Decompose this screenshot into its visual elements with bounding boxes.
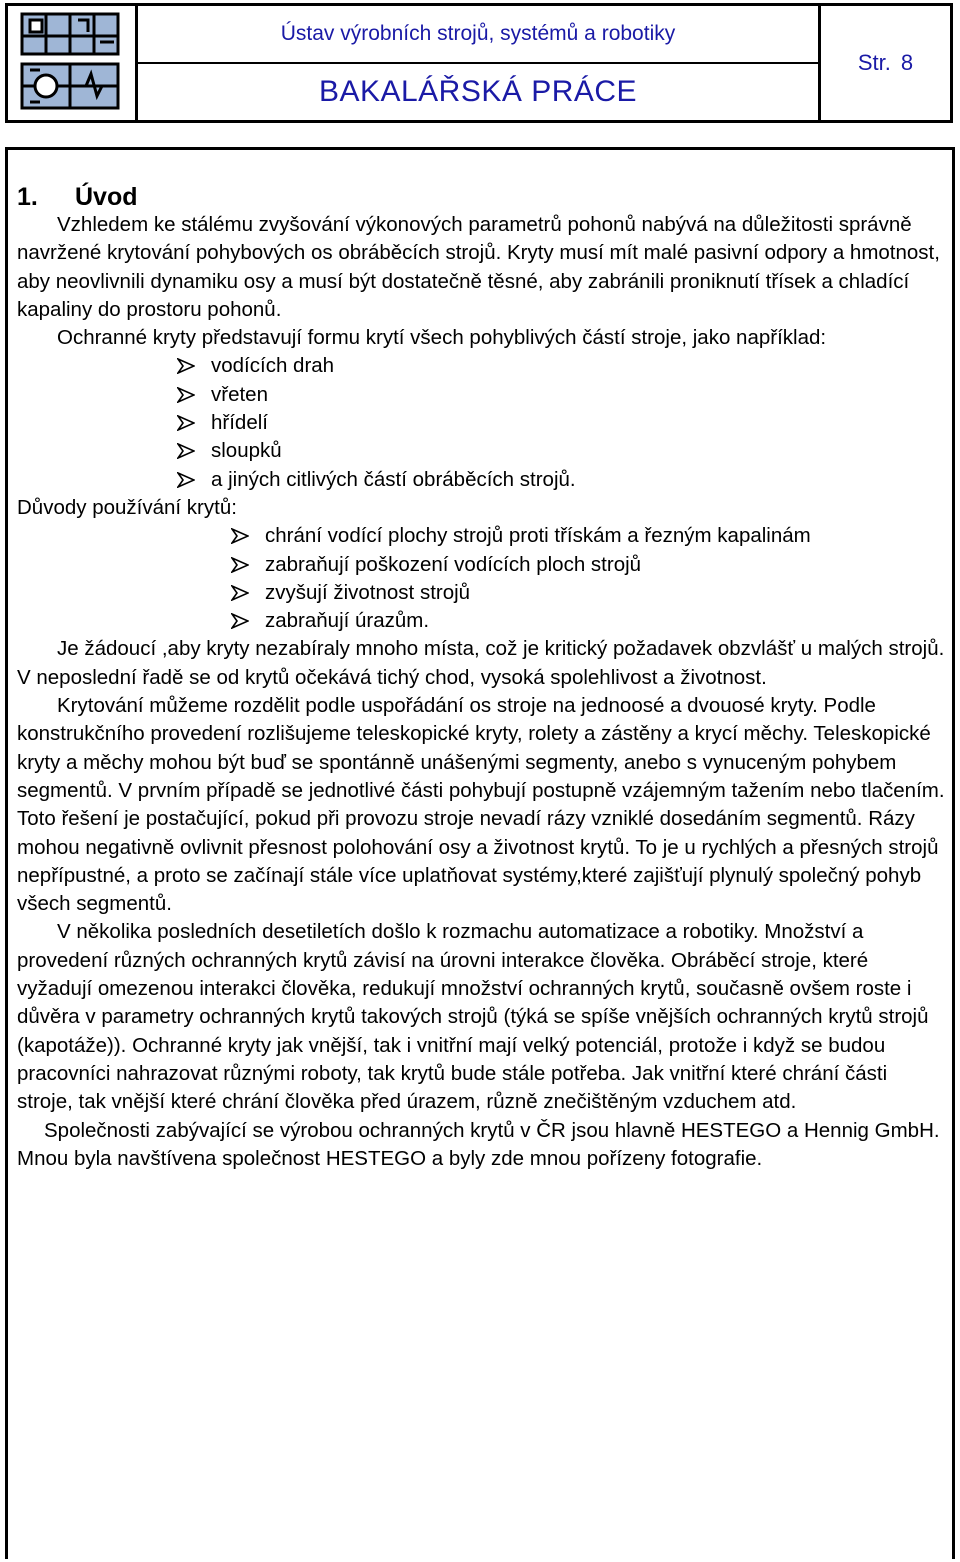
thesis-type: BAKALÁŘSKÁ PRÁCE — [318, 75, 638, 108]
page-label: Str. — [857, 50, 891, 75]
list-item: hřídelí — [17, 409, 947, 437]
page-number: 8 — [900, 50, 914, 75]
institute-logo — [8, 6, 138, 120]
arrow-bullet-icon — [231, 613, 249, 629]
document-body — [17, 180, 947, 1173]
list-reasons — [17, 522, 947, 635]
arrow-bullet-icon — [177, 415, 195, 431]
institute-logo-icon — [8, 6, 132, 118]
paragraph-intro: Vzhledem ke stálému zvyšování výkonových parametrů pohonů nabývá na důležitosti správně navržené krytování pohybových os obráběcích strojů. Kryty musí mít malé pasivní odpory a hmotnost, aby neovlivnili dynamiku osy a musí být dostatečně těsné, aby zabránili proniknutí třísek a chladící kapaliny do prostoru pohonů. — [17, 213, 940, 321]
list-item: vřeten — [17, 381, 947, 409]
paragraph-reasons-intro: Důvody používání krytů: — [17, 495, 237, 519]
page-header — [5, 3, 953, 123]
arrow-bullet-icon — [231, 528, 249, 544]
list-item: vodících drah — [17, 352, 947, 380]
paragraph-requirements: Je žádoucí ,aby kryty nezabíraly mnoho místa, což je kritický požadavek obzvlášť u malých strojů. V neposlední řadě se od krytů očekává tichý chod, vysoká spolehlivost a životnost. — [17, 637, 945, 689]
list-covered-parts — [17, 352, 947, 493]
list-item: a jiných citlivých částí obráběcích strojů. — [17, 466, 947, 494]
arrow-bullet-icon — [177, 387, 195, 403]
paragraph-automation: V několika posledních desetiletích došlo k rozmachu automatizace a robotiky. Množství a provedení různých ochranných krytů závisí na úrovni interakce člověka. Obráběcí stroje, které vyžadují omezenou interakci člověka, redukují množství ochranných krytů, současně ovšem roste i důvěra v parametry ochranných krytů takových strojů (týká se spíše vnějších ochranných krytů strojů (kapotáže)). Ochranné kryty jak vnější, tak i vnitřní mají velký potenciál, protože i když se budou pracovníci nahrazovat různými roboty, tak krytů bude stále potřeba. Jak vnitřní které chrání části stroje, tak vnější které chrání člověka před úrazem, různě znečištěným vzduchem atd. — [17, 920, 929, 1114]
title-block — [138, 6, 821, 120]
paragraph-covers: Ochranné kryty představují formu krytí všech pohyblivých částí stroje, jako například: — [57, 326, 827, 350]
list-item: chrání vodící plochy strojů proti třískám a řezným kapalinám — [17, 522, 947, 550]
arrow-bullet-icon — [231, 585, 249, 601]
section-heading — [17, 180, 947, 214]
list-item: zabraňují úrazům. — [17, 607, 947, 635]
list-item: zabraňují poškození vodících ploch strojů — [17, 551, 947, 579]
paragraph-classification: Krytování můžeme rozdělit podle uspořádání os stroje na jednoosé a dvouosé kryty. Podle konstrukčního provedení rozlišujeme teleskopické kryty, rolety a zástěny a krycí měchy. Teleskopické kryty a měchy mohou být buď se spontánně unášenými segmenty, anebo s vynuceným pohybem segmentů. V prvním případě se jednotlivé části pohybují postupně vzájemným tažením nebo tlačením. Toto řešení je postačující, pokud při provozu stroje nevadí rázy vzniklé dosedáním segmentů. Rázy mohou negativně ovlivnit přesnost polohování osy a životnost krytů. To je u rychlých a přesných strojů nepřípustné, a proto se začínají stále více uplatňovat systémy,které zajišťují plynulý společný pohyb všech segmentů. — [17, 694, 945, 916]
institute-name: Ústav výrobních strojů, systémů a robotiky — [138, 6, 818, 64]
page-number-block — [821, 6, 950, 120]
list-item: zvyšují životnost strojů — [17, 579, 947, 607]
arrow-bullet-icon — [177, 472, 195, 488]
arrow-bullet-icon — [231, 557, 249, 573]
section-number: 1. — [17, 183, 38, 211]
arrow-bullet-icon — [177, 358, 195, 374]
paragraph-companies: Společnosti zabývající se výrobou ochranných krytů v ČR jsou hlavně HESTEGO a Hennig GmbH. Mnou byla navštívena společnost HESTEGO a byly zde mnou pořízeny fotografie. — [17, 1118, 940, 1170]
arrow-bullet-icon — [177, 443, 195, 459]
list-item: sloupků — [17, 437, 947, 465]
section-title: Úvod — [75, 183, 138, 211]
